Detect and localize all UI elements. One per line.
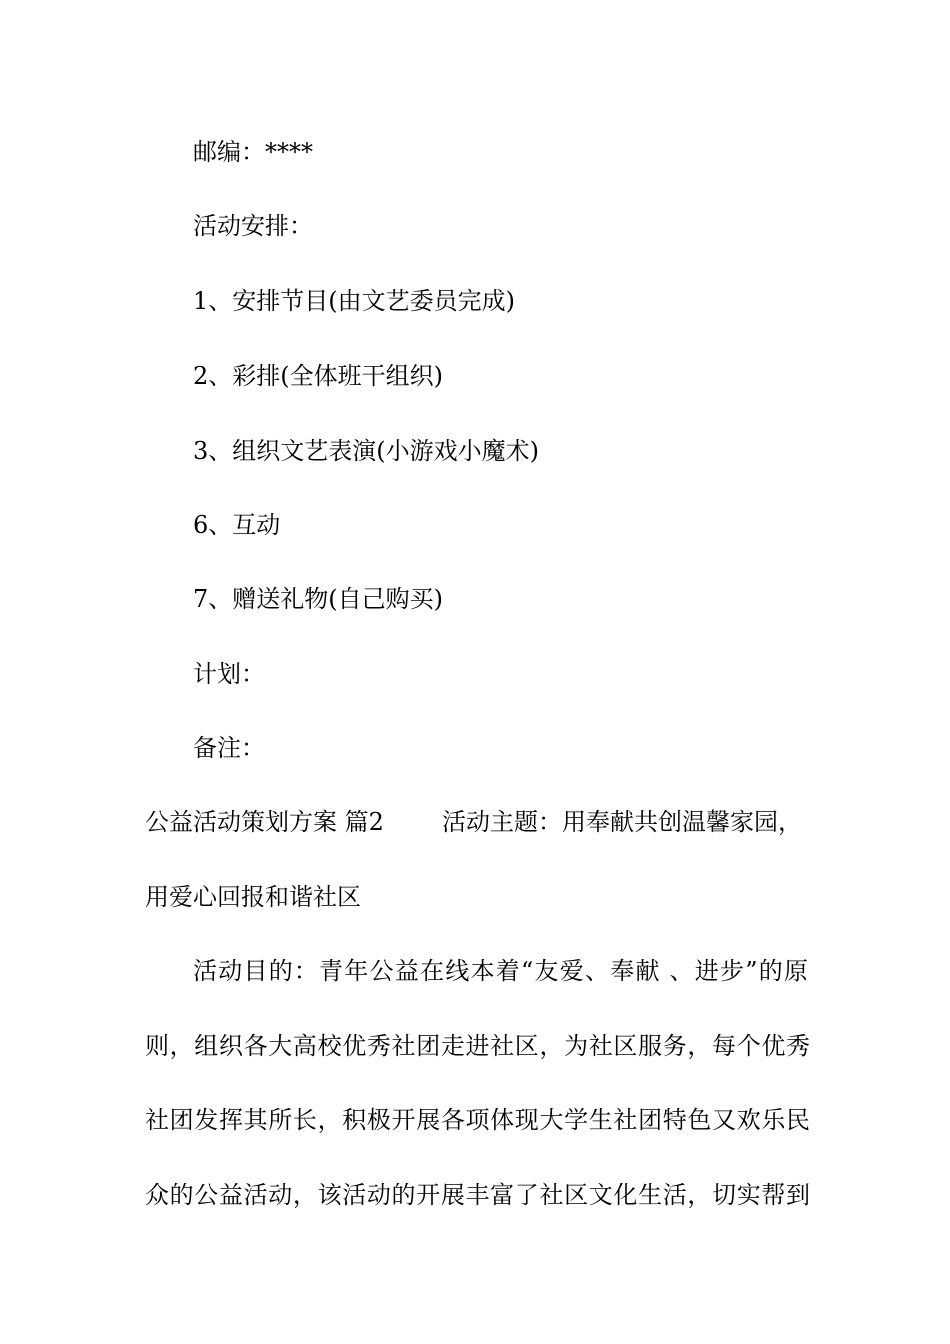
arrangement-heading: 活动安排： <box>193 212 313 240</box>
activity-purpose-line-1: 活动目的：青年公益在线本着“友爱、奉献 、进步”的原 <box>193 957 808 985</box>
arrangement-item-3: 3、组织文艺表演(小游戏小魔术) <box>193 437 539 465</box>
postcode-line: 邮编：**** <box>193 138 313 166</box>
arrangement-item-6: 6、互动 <box>193 511 281 539</box>
activity-purpose-line-4: 众的公益活动，该活动的开展丰富了社区文化生活，切实帮到 <box>145 1181 810 1209</box>
activity-theme-line-1: 活动主题：用奉献共创温馨家园， <box>442 808 802 836</box>
arrangement-item-7: 7、赠送礼物(自己购买) <box>193 585 443 613</box>
arrangement-item-2: 2、彩排(全体班干组织) <box>193 362 443 390</box>
activity-purpose-line-2: 则，组织各大高校优秀社团走进社区，为社区服务，每个优秀 <box>145 1032 810 1060</box>
section-2-heading-row <box>145 808 810 836</box>
activity-purpose-line-3: 社团发挥其所长，积极开展各项体现大学生社团特色又欢乐民 <box>145 1106 810 1134</box>
section-2-title: 公益活动策划方案 篇2 <box>145 808 384 836</box>
arrangement-item-1: 1、安排节目(由文艺委员完成) <box>193 287 515 315</box>
activity-theme-line-2: 用爱心回报和谐社区 <box>145 883 361 911</box>
remark-line: 备注： <box>193 734 265 762</box>
plan-line: 计划： <box>193 660 265 688</box>
